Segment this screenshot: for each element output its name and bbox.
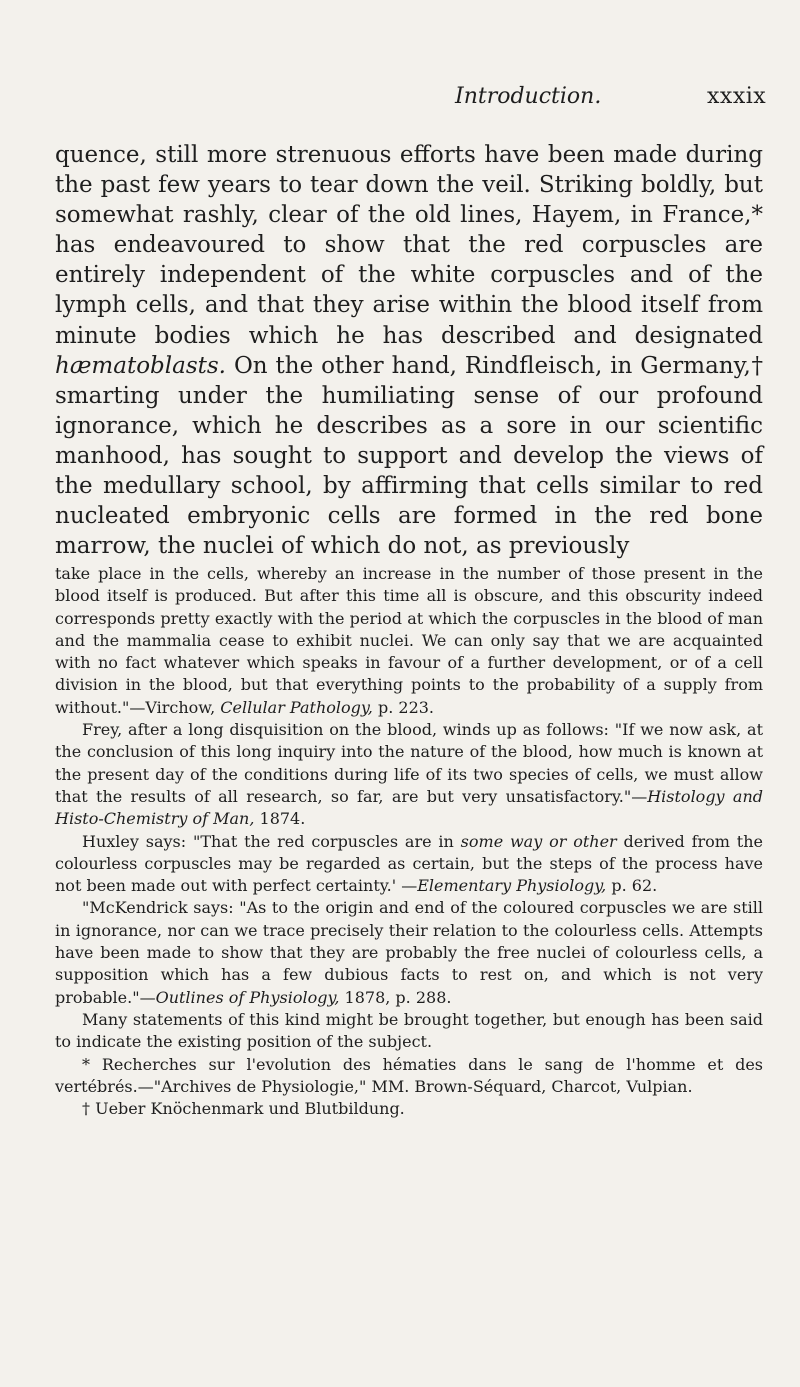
note-virchow-page: p. 223. [377, 697, 435, 717]
page-number: xxxix [707, 84, 767, 109]
note-huxley-text: Huxley says: "That the red corpuscles are in [82, 831, 454, 851]
note-huxley-emphasis: some way or other [460, 831, 617, 851]
footnote-star-marker: * [82, 1054, 90, 1074]
main-text [55, 140, 763, 561]
footnote-star-text: Recherches sur l'evolution des hématies dans le sang de l'homme et des vertébrés.—"Archives de Physiologie," MM. Brown-Séquard, Charcot, Vulpian. [55, 1054, 764, 1096]
note-mckendrick-text: "McKendrick says: "As to the origin and end of the coloured corpuscles we are still in ignorance, nor can we trace precisely their relation to the colourless cells. Attempts have been made to show that they are probably the free nuclei of colourless cells, a supposition which has a few dubious facts to rest on, and which is not very probable."— [55, 898, 763, 1007]
note-summary: Many statements of this kind might be brought together, but enough has been said to indicate the existing position of the subject. [55, 1009, 763, 1052]
body-paragraph [55, 140, 763, 561]
body-paragraph-text: quence, still more strenuous efforts have been made during the past few years to tear down the veil. Striking boldly, but somewhat rashly, clear of the old lines, Hayem, in France,* has endeavoured to show that the red corpuscles are entirely independent of the white corpuscles and of the lymph cells, and that they arise within the blood itself from minute bodies which he has described and designated [55, 142, 763, 349]
running-title: Introduction. [455, 84, 602, 109]
term-haematoblasts: hæmatoblasts. [55, 352, 226, 379]
footnote-dagger-marker: † [82, 1099, 90, 1119]
notes-block [55, 563, 763, 1120]
note-virchow-text: take place in the cells, whereby an increase in the number of those present in the blood itself is produced. But after this time all is obscure, and this obscurity indeed corresponds pretty exactly with the period at which the corpuscles in the blood of man and the mammalia cease to exhibit nuclei. We can only say that we are acquainted with no fact whatever which speaks in favour of a further development, or of a cell division in the blood, but that everything points to the probability of a supply from without."—Virchow, [55, 564, 763, 717]
note-huxley [55, 831, 763, 898]
body-paragraph-continuation: On the other hand, Rindfleisch, in Germany,† smarting under the humiliating sense of our profound ignorance, which he describes as a sore in our scientific manhood, has sought to support and develop the views of the medullary school, by affirming that cells similar to red nucleated embryonic cells are formed in the red bone marrow, the nuclei of which do not, as previously [55, 352, 763, 560]
note-huxley-text-cont: derived from the colourless corpuscles may be regarded as certain, but the steps of the process have not been made out with perfect certainty.' — [55, 831, 764, 896]
footnote-star [55, 1054, 763, 1099]
note-huxley-source: Elementary Physiology, [417, 876, 607, 896]
note-mckendrick [55, 897, 763, 1008]
footnote-dagger [55, 1098, 763, 1120]
running-head [55, 84, 767, 120]
note-mckendrick-page: 1878, p. 288. [344, 987, 452, 1007]
note-mckendrick-source: Outlines of Physiology, [155, 987, 340, 1007]
note-virchow-source: Cellular Pathology, [220, 697, 373, 717]
note-frey-source: Histology and Histo-Chemistry of Man, [55, 786, 764, 829]
footnote-dagger-text: Ueber Knöchenmark und Blutbildung. [95, 1099, 405, 1119]
note-huxley-page: p. 62. [611, 876, 658, 896]
note-frey [55, 719, 763, 830]
note-frey-year: 1874. [259, 809, 306, 829]
note-virchow [55, 563, 763, 719]
note-frey-text: Frey, after a long disquisition on the blood, winds up as follows: "If we now ask, at the conclusion of this long inquiry into the nature of the blood, how much is known at the present day of the conditions during life of its two species of cells, we must allow that the results of all research, so far, are but very unsatisfactory."— [55, 720, 763, 806]
